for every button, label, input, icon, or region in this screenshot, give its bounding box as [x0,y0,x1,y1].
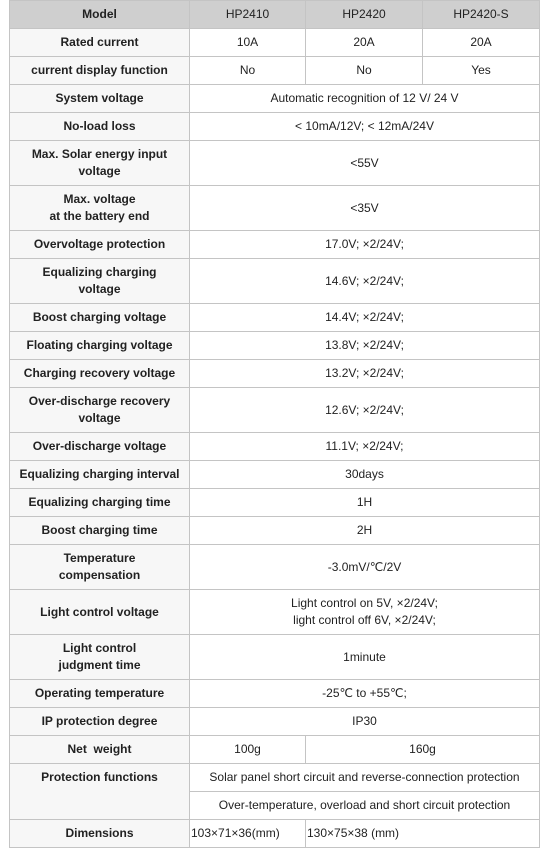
cell-value: 103×71×36(mm) [190,820,306,848]
cell-value: 11.1V; ×2/24V; [190,433,540,461]
label-line: Equalizing charging [42,265,157,279]
label-line: Max. voltage [63,192,136,206]
row-floating-voltage [10,332,540,360]
cell-value: Yes [423,57,540,85]
row-overvoltage [10,231,540,259]
cell-value: Solar panel short circuit and reverse-connection protection [190,764,540,792]
cell-value: 2H [190,517,540,545]
label-line: voltage [78,411,121,425]
row-equalizing-interval [10,461,540,489]
label-line: compensation [58,568,141,582]
row-label: System voltage [10,85,190,113]
row-label: Equalizing charging interval [10,461,190,489]
row-label [10,635,190,680]
row-label: Light control voltage [10,590,190,635]
cell-value: -25℃ to +55℃; [190,680,540,708]
row-light-control-judgment [10,635,540,680]
row-label: Overvoltage protection [10,231,190,259]
cell-value: 17.0V; ×2/24V; [190,231,540,259]
row-label: Protection functions [10,764,190,820]
row-label: Net weight [10,736,190,764]
row-operating-temperature [10,680,540,708]
label-line: at the battery end [49,209,150,223]
row-label: IP protection degree [10,708,190,736]
row-recovery-voltage [10,360,540,388]
cell-value: 14.4V; ×2/24V; [190,304,540,332]
label-line: Over-discharge recovery [28,394,171,408]
row-label: Charging recovery voltage [10,360,190,388]
header-row [10,1,540,29]
row-label: Boost charging voltage [10,304,190,332]
row-over-discharge-voltage [10,433,540,461]
value-line: light control off 6V, ×2/24V; [293,613,436,627]
row-label: Over-discharge voltage [10,433,190,461]
cell-value: Automatic recognition of 12 V/ 24 V [190,85,540,113]
row-label [10,186,190,231]
row-no-load-loss [10,113,540,141]
cell-value: 13.2V; ×2/24V; [190,360,540,388]
label-line: Temperature [63,551,136,565]
row-label [10,388,190,433]
value-line: Light control on 5V, ×2/24V; [291,596,438,610]
row-equalizing-voltage [10,259,540,304]
cell-value: 20A [423,29,540,57]
row-boost-time [10,517,540,545]
row-rated-current [10,29,540,57]
cell-value: 160g [306,736,540,764]
cell-value: 20A [306,29,423,57]
row-label: Boost charging time [10,517,190,545]
label-line: voltage [78,282,121,296]
spec-table [9,0,540,848]
row-max-solar-input [10,141,540,186]
header-hp2420s: HP2420-S [423,1,540,29]
cell-value: 130×75×38 (mm) [306,820,540,848]
row-label [10,259,190,304]
cell-value: No [306,57,423,85]
cell-value: 13.8V; ×2/24V; [190,332,540,360]
row-ip-protection [10,708,540,736]
label-line: Light control [62,641,137,655]
cell-value: IP30 [190,708,540,736]
row-label: Operating temperature [10,680,190,708]
row-boost-voltage [10,304,540,332]
row-label [10,545,190,590]
cell-value: -3.0mV/℃/2V [190,545,540,590]
row-label: Dimensions [10,820,190,848]
cell-value [190,590,540,635]
row-protection-functions [10,764,540,792]
cell-value: <55V [190,141,540,186]
row-max-battery-voltage [10,186,540,231]
cell-value: 10A [190,29,306,57]
row-label: current display function [10,57,190,85]
label-line: voltage [78,164,121,178]
row-label: Equalizing charging time [10,489,190,517]
row-dimensions [10,820,540,848]
cell-value: 100g [190,736,306,764]
cell-value: Over-temperature, overload and short circuit protection [190,792,540,820]
cell-value: 12.6V; ×2/24V; [190,388,540,433]
label-line: Max. Solar energy input [31,147,168,161]
cell-value: 1minute [190,635,540,680]
header-hp2420: HP2420 [306,1,423,29]
cell-value: < 10mA/12V; < 12mA/24V [190,113,540,141]
row-temperature-compensation [10,545,540,590]
row-current-display [10,57,540,85]
row-system-voltage [10,85,540,113]
row-label [10,141,190,186]
cell-value: No [190,57,306,85]
cell-value: 30days [190,461,540,489]
header-hp2410: HP2410 [190,1,306,29]
row-label: No-load loss [10,113,190,141]
cell-value: 1H [190,489,540,517]
row-net-weight [10,736,540,764]
header-model: Model [10,1,190,29]
row-equalizing-time [10,489,540,517]
row-over-discharge-recovery [10,388,540,433]
row-label: Rated current [10,29,190,57]
label-line: judgment time [58,658,141,672]
row-label: Floating charging voltage [10,332,190,360]
cell-value: 14.6V; ×2/24V; [190,259,540,304]
row-light-control-voltage [10,590,540,635]
cell-value: <35V [190,186,540,231]
